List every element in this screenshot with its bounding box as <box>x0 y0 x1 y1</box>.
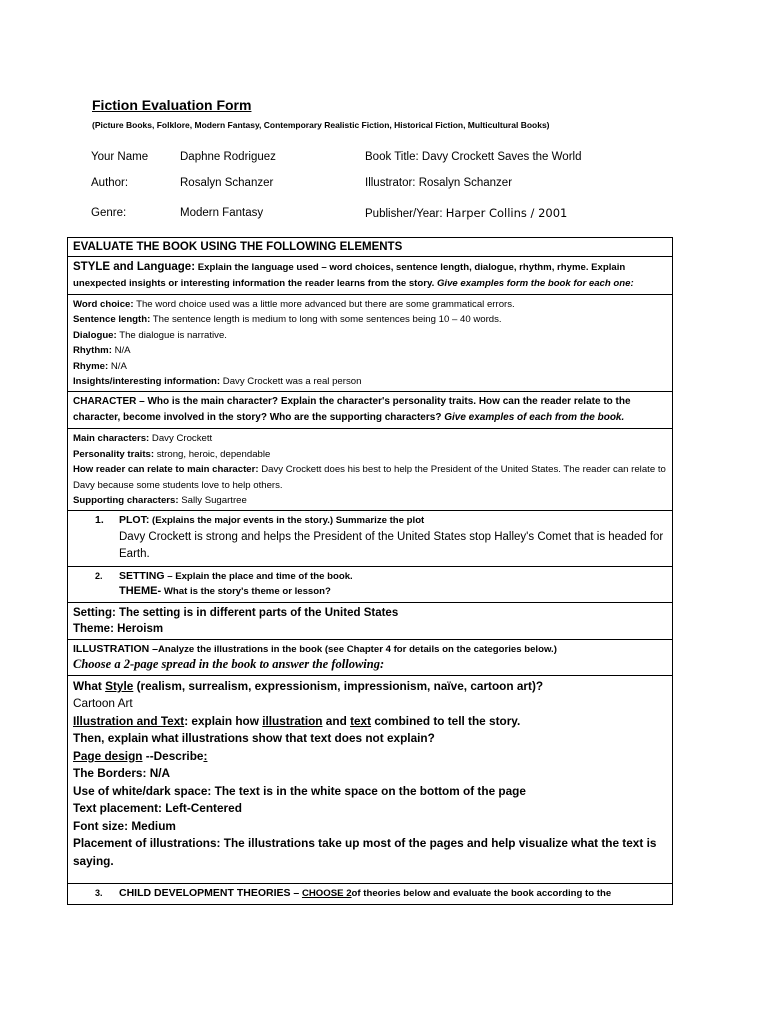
illustrator-value: Rosalyn Schanzer <box>418 177 513 189</box>
personality-traits-value: strong, heroic, dependable <box>156 448 271 460</box>
book-title-field <box>365 151 581 163</box>
main-characters-label: Main characters: <box>73 433 150 445</box>
illustration-underlined: illustration <box>262 713 323 728</box>
character-question-text: CHARACTER – Who is the main character? Explain the character's personality traits. How can the reader relate to the character, become involved in the story? Who are the supporting characters? <box>73 396 631 424</box>
rhyme-value: N/A <box>110 360 127 372</box>
rhythm-label: Rhythm: <box>73 345 112 357</box>
insights-label: Insights/interesting information: <box>73 376 221 388</box>
what-style-pre: What <box>73 678 106 693</box>
plot-answer: Davy Crockett is strong and helps the President of the United States stop Halley's Comet that is headed for Earth. <box>119 530 664 561</box>
borders-answer: The Borders: N/A <box>73 766 171 781</box>
white-dark-answer: Use of white/dark space: The text is in the white space on the bottom of the page <box>73 783 526 798</box>
page-design-colon: : <box>203 748 208 763</box>
illustration-text-post: combined to tell the story. <box>371 713 521 728</box>
form-title: Fiction Evaluation Form <box>92 97 252 113</box>
plot-section <box>68 511 673 567</box>
rhyme-label: Rhyme: <box>73 360 109 372</box>
style-answer: Cartoon Art <box>73 696 133 711</box>
theme-question-label: THEME- <box>119 585 162 598</box>
character-question <box>68 392 673 429</box>
plot-question: (Explains the major events in the story.) Summarize the plot <box>152 515 425 527</box>
illustrator-label: Illustrator: <box>365 177 416 189</box>
publisher-field <box>365 206 567 220</box>
text-underlined: text <box>350 713 372 728</box>
illustration-question <box>68 639 673 675</box>
author-label: Author: <box>91 177 129 189</box>
sentence-length-value: The sentence length is medium to long with some sentences being 10 – 40 words. <box>152 314 502 326</box>
sentence-length-label: Sentence length: <box>73 314 151 326</box>
setting-answer: Setting: The setting is in different parts of the United States <box>73 606 399 619</box>
plot-label: PLOT: <box>119 514 150 527</box>
word-choice-value: The word choice used was a little more advanced but there are some grammatical errors. <box>136 299 515 310</box>
what-style-underlined: Style <box>105 678 134 693</box>
illustration-question-text: Analyze the illustrations in the book (see Chapter 4 for details on the categories below.) <box>157 643 557 655</box>
evaluation-table <box>67 237 673 905</box>
style-question-italic: Give examples form the book for each one: <box>436 278 634 289</box>
illustration-text-mid: : explain how <box>184 713 263 728</box>
child-dev-choose: CHOOSE 2 <box>301 888 352 900</box>
illustration-text-underlined: Illustration and Text <box>73 713 185 728</box>
child-dev-label: CHILD DEVELOPMENT THEORIES – <box>119 887 300 900</box>
theme-question-text: What is the story's theme or lesson? <box>163 586 331 598</box>
relate-label: How reader can relate to main character: <box>73 464 259 476</box>
form-subtitle: (Picture Books, Folklore, Modern Fantasy, Contemporary Realistic Fiction, Historical Fiction, Multicultural Books) <box>92 120 550 130</box>
page-design-post: --Describe <box>142 748 204 763</box>
illustrator-field <box>365 177 512 189</box>
genre-label: Genre: <box>91 207 127 219</box>
name-value: Daphne Rodriguez <box>180 151 276 163</box>
dialogue-label: Dialogue: <box>73 329 117 341</box>
setting-number: 2. <box>95 571 103 582</box>
word-choice-label: Word choice: <box>73 299 134 310</box>
style-answers <box>68 295 673 392</box>
supporting-characters-label: Supporting characters: <box>73 495 179 507</box>
setting-question-label: SETTING <box>119 570 165 583</box>
then-question: Then, explain what illustrations show that text does not explain? <box>73 731 435 746</box>
page-design-underlined: Page design <box>73 748 143 763</box>
child-development-question <box>68 884 673 904</box>
illustration-answers <box>68 675 673 884</box>
setting-question-text: – Explain the place and time of the book. <box>167 571 353 583</box>
illustration-text-and: and <box>322 713 351 728</box>
style-question-label: STYLE and Language: <box>73 261 196 273</box>
character-question-italic: Give examples of each from the book. <box>444 412 625 424</box>
theme-answer: Theme: Heroism <box>73 622 164 635</box>
style-question-text: Explain the language used – word choices, sentence length, dialogue, rhythm, rhyme. Explain unexpected insights or interesting information the reader learns from the story. <box>73 262 626 289</box>
genre-value: Modern Fantasy <box>180 207 264 219</box>
author-value: Rosalyn Schanzer <box>180 177 274 189</box>
font-size-answer: Font size: Medium <box>73 818 176 833</box>
dialogue-value: The dialogue is narrative. <box>119 329 227 341</box>
rhythm-value: N/A <box>114 345 131 357</box>
insights-value: Davy Crockett was a real person <box>222 376 362 388</box>
table-header: EVALUATE THE BOOK USING THE FOLLOWING ELEMENTS <box>68 238 673 257</box>
supporting-characters-value: Sally Sugartree <box>181 495 247 507</box>
text-placement-answer: Text placement: Left-Centered <box>73 801 242 816</box>
name-label: Your Name <box>91 151 149 163</box>
book-title-value: Davy Crockett Saves the World <box>421 151 582 163</box>
setting-theme-answers <box>68 602 673 639</box>
what-style-post: (realism, surrealism, expressionism, impressionism, naïve, cartoon art)? <box>133 678 544 693</box>
style-question <box>68 257 673 295</box>
main-characters-value: Davy Crockett <box>151 433 213 445</box>
relate-value: Davy Crockett does his best to help the President of the United States. The reader can relate to Davy because some students love to help others. <box>73 464 666 491</box>
publisher-value: Harper Collins / 2001 <box>445 206 568 220</box>
placement-answer: Placement of illustrations: The illustrations take up most of the pages and help visualize what the text is saying. <box>73 836 657 868</box>
personality-traits-label: Personality traits: <box>73 448 155 460</box>
publisher-label: Publisher/Year: <box>365 208 443 220</box>
book-title-label: Book Title: <box>365 151 419 163</box>
child-dev-number: 3. <box>95 888 103 899</box>
illustration-question-label: ILLUSTRATION – <box>73 642 158 655</box>
character-answers <box>68 429 673 511</box>
plot-number: 1. <box>95 514 104 527</box>
child-dev-rest: of theories below and evaluate the book according to the <box>351 888 612 900</box>
illustration-question-spread: Choose a 2-page spread in the book to answer the following: <box>73 657 385 672</box>
setting-theme-question <box>68 567 673 603</box>
